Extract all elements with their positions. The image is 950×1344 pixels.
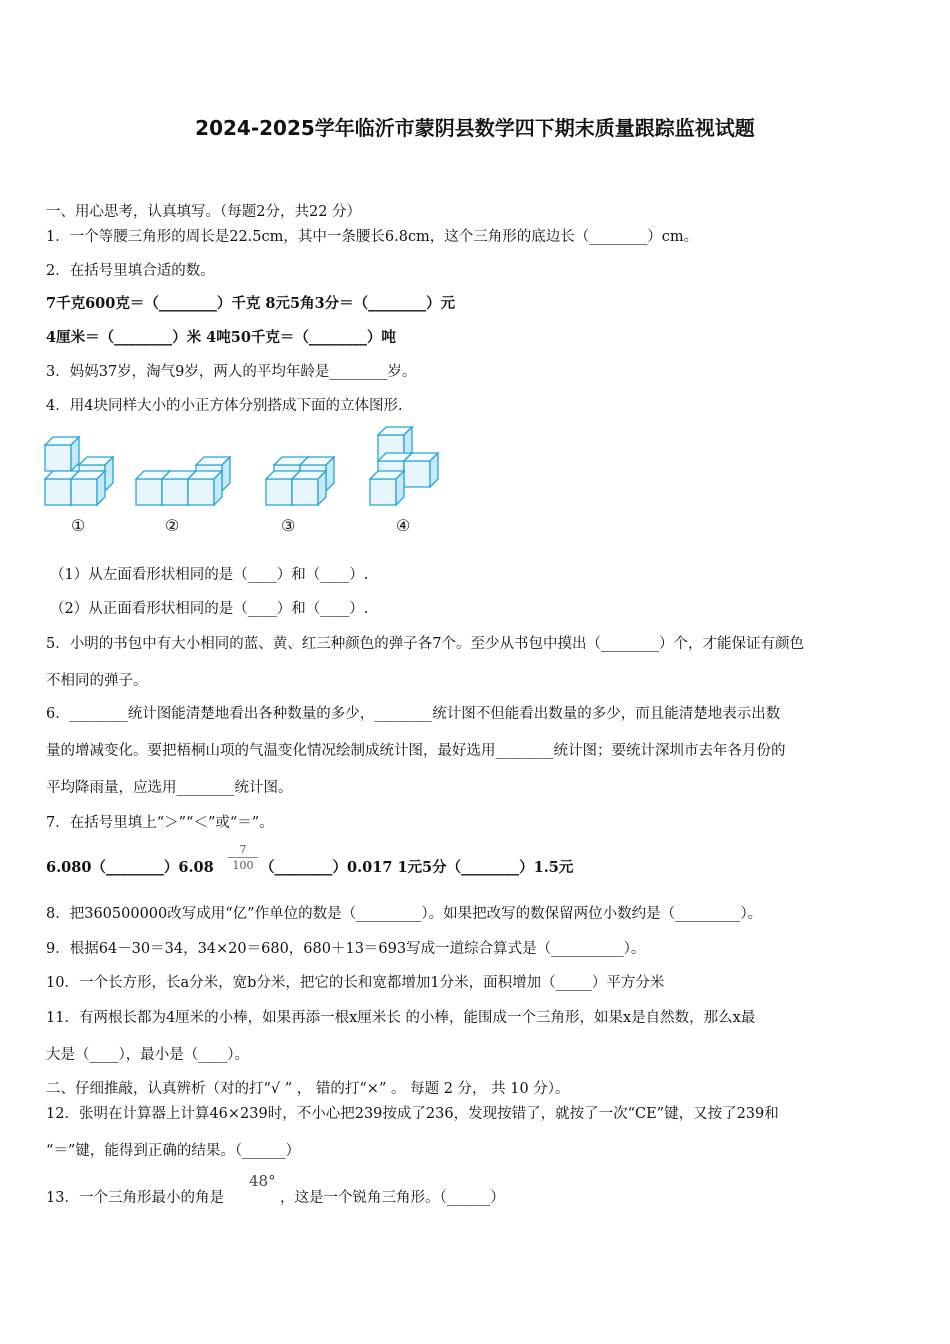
question-12-line-1: 12．张明在计算器上计算46×239时，不小心把239按成了236，发现按错了，就按了一次“CE”键，又按了239和	[46, 1106, 779, 1122]
question-11-line-1: 11．有两根长都为4厘米的小棒，如果再添一根x厘米长 的小棒，能围成一个三角形，如果x是自然数，那么x最	[46, 1010, 756, 1026]
question-6-line-1: 6．________统计图能清楚地看出各种数量的多少，________统计图不但能看出数量的多少，而且能清楚地表示出数	[46, 706, 781, 722]
question-8: 8．把360500000改写成用“亿”作单位的数是（_________）。如果把改写的数保留两位小数约是（_________）。	[46, 906, 763, 922]
question-5-line-1: 5．小明的书包中有大小相同的蓝、黄、红三种颜色的弹子各7个。至少从书包中摸出（________）个，才能保证有颜色	[46, 636, 804, 652]
question-2a: 7千克600克＝（________）千克 8元5角3分＝（________）元	[46, 295, 456, 312]
question-12-line-2: “＝”键，能得到正确的结果。（______）	[46, 1143, 301, 1159]
fraction-7-100	[228, 843, 258, 872]
question-2: 2．在括号里填合适的数。	[46, 263, 215, 279]
question-11-line-2: 大是（____），最小是（____）。	[46, 1047, 249, 1063]
figure-label-1: ①	[71, 516, 86, 535]
question-10: 10．一个长方形，长a分米，宽b分米，把它的长和宽都增加1分米，面积增加（_____）平方分米	[46, 975, 665, 991]
question-6-line-3: 平均降雨量，应选用________统计图。	[46, 780, 293, 796]
question-4-part-2: （2）从正面看形状相同的是（____）和（____）.	[50, 601, 369, 617]
figure-label-2: ②	[165, 516, 180, 535]
angle-48-degrees: 48°	[249, 1172, 276, 1190]
section-2-heading: 二、仔细推敲，认真辨析（对的打“√ ” ， 错的打“×” 。 每题 2 分， 共 10 分）。	[46, 1081, 570, 1097]
question-2b: 4厘米＝（________）米 4吨50千克＝（________）吨	[46, 329, 396, 346]
question-4-part-1: （1）从左面看形状相同的是（____）和（____）.	[50, 567, 369, 583]
figure-1	[45, 437, 113, 505]
question-7a-part-2: （________）0.017 1元5分（________）1.5元	[260, 859, 574, 876]
question-7: 7．在括号里填上“＞”“＜”或“＝”。	[46, 815, 274, 831]
question-7a-part-1: 6.080（________）6.08	[46, 859, 214, 876]
question-6-line-2: 量的增减变化。要把梧桐山项的气温变化情况绘制成统计图，最好选用________统计图；要统计深圳市去年各月份的	[46, 743, 786, 759]
question-5-line-2: 不相同的弹子。	[46, 673, 148, 689]
question-13-part-1: 13．一个三角形最小的角是	[46, 1190, 224, 1206]
figure-label-4: ④	[396, 516, 411, 535]
page-title: 2024-2025学年临沂市蒙阴县数学四下期末质量跟踪监视试题	[195, 116, 755, 140]
question-13-part-2: ，这是一个锐角三角形。（______）	[280, 1190, 505, 1206]
question-1: 1．一个等腰三角形的周长是22.5cm，其中一条腰长6.8cm，这个三角形的底边长（________）cm。	[46, 229, 699, 245]
question-3: 3．妈妈37岁，淘气9岁，两人的平均年龄是________岁。	[46, 364, 417, 380]
fraction-denominator: 100	[232, 859, 254, 872]
figure-3	[266, 457, 334, 505]
question-4: 4．用4块同样大小的小正方体分别搭成下面的立体图形.	[46, 398, 403, 414]
figure-label-3: ③	[281, 516, 296, 535]
fraction-numerator: 7	[228, 843, 258, 858]
figure-2	[136, 457, 230, 505]
section-1-heading: 一、用心思考，认真填写。（每题2分，共22 分）	[46, 204, 362, 220]
question-9: 9．根据64－30＝34，34×20＝680，680＋13＝693写成一道综合算式是（__________）。	[46, 941, 646, 957]
figure-4	[370, 427, 438, 505]
